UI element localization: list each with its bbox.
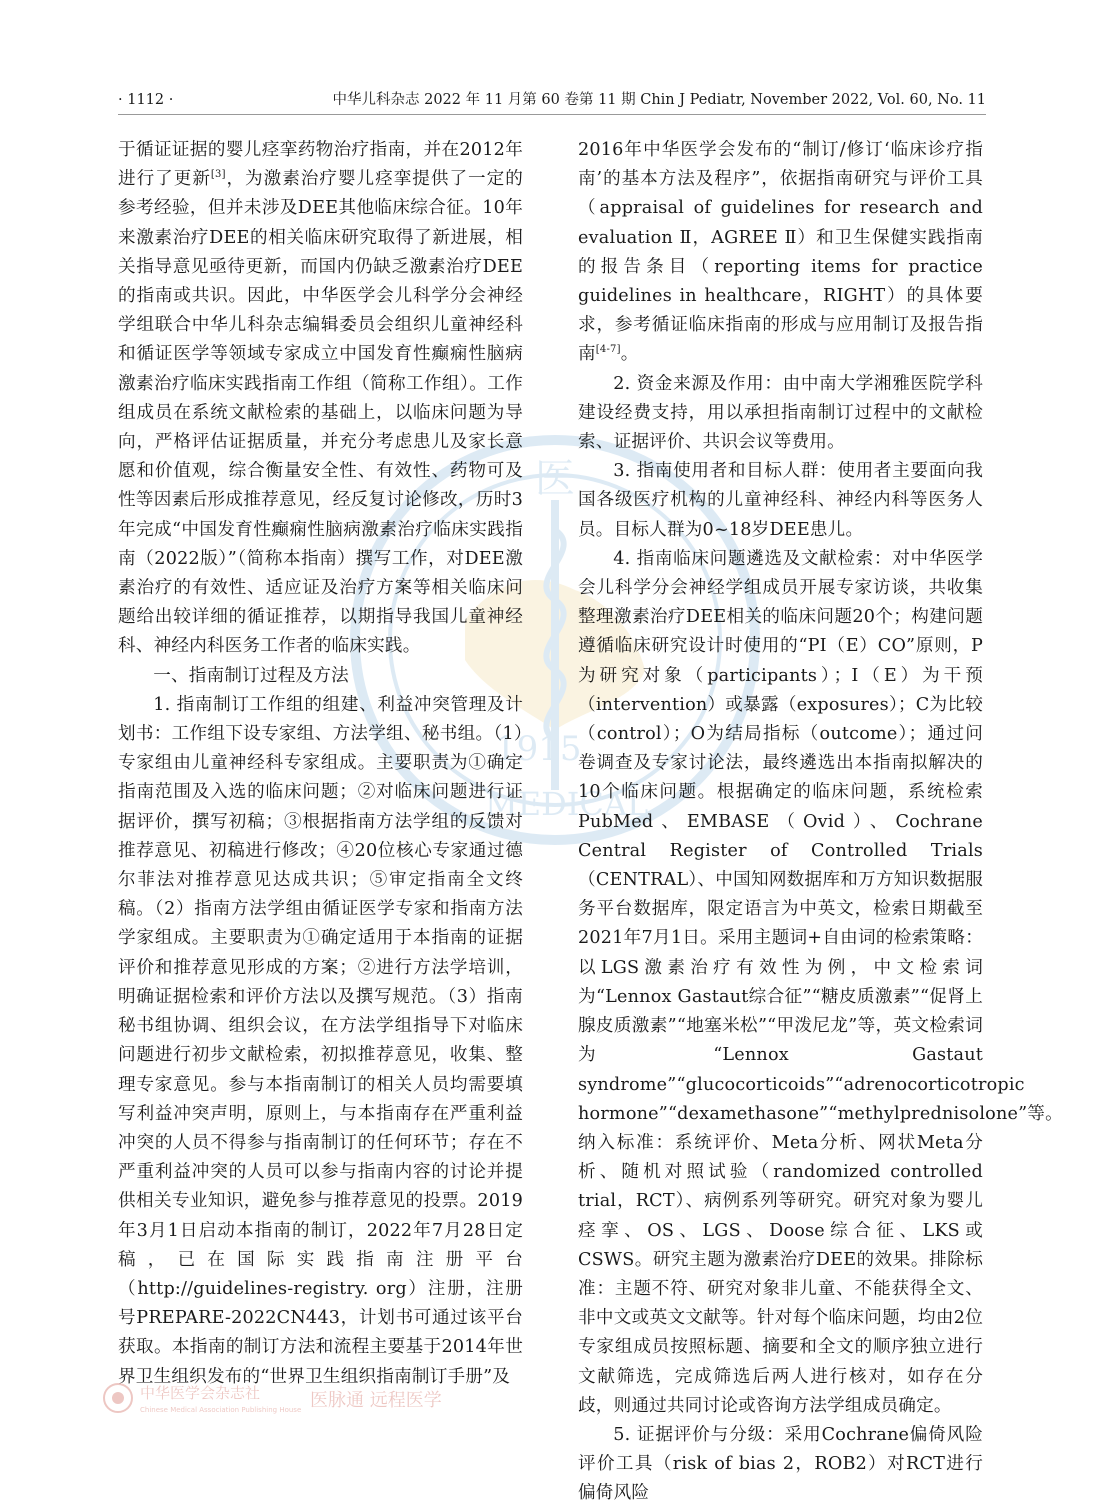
paragraph: 5. 证据评价与分级：采用Cochrane偏倚风险评价工具（risk of bias 2，ROB2）对RCT进行偏倚风险 bbox=[578, 1424, 983, 1504]
citation-ref[interactable]: [3] bbox=[210, 169, 226, 181]
footer-brand: 医脉通 远程医学 bbox=[310, 1390, 442, 1411]
watermark-year: 1915 bbox=[495, 729, 582, 769]
paragraph: 4. 指南临床问题遴选及文献检索：对中华医学会儿科学分会神经学组成员开展专家访谈，共收集整理激素治疗DEE相关的临床问题20个；构建问题遵循临床研究设计时使用的“PI（E）CO”原则，P为研究对象（participants）；I（E）为干预（intervention）或暴露（exposures）；C为比较（control）；O为结局指标（outcome）；通过问卷调查及专家讨论法，最终遴选出本指南拟解决的10个临床问题。根据确定的临床问题，系统检索PubMed、EMBASE（Ovid）、Cochrane Central Register of Controlled Trials（CENTRAL）、中国知网数据库和万方知识数据服务平台数据库，限定语言为中英文，检索日期截至2021年7月1日。采用主题词+自由词的检索策略：以LGS激素治疗有效性为例，中文检索词为“Lennox Gastaut综合征”“糖皮质激素”“促肾上腺皮质激素”“地塞米松”“甲泼尼龙”等，英文检索词为“Lennox Gastaut syndrome”“glucocorticoids”“adrenocorticotropic hormone”“dexamethasone”“methylprednisolone”等。纳入标准：系统评价、Meta分析、网状Meta分析、随机对照试验（randomized controlled trial，RCT）、病例系列等研究。研究对象为婴儿痉挛、OS、LGS、Doose综合征、LKS或CSWS。研究主题为激素治疗DEE的效果。排除标准：主题不符、研究对象非儿童、不能获得全文、非中文或英文文献等。针对每个临床问题，均由2位专家组成员按照标题、摘要和全文的顺序独立进行文献筛选，完成筛选后两人进行核对，如存在分歧，则通过共同讨论或咨询方法学组成员确定。 bbox=[578, 548, 1063, 1416]
paragraph: 于循证证据的婴儿痉挛药物治疗指南，并在2012年进行了更新[3]，为激素治疗婴儿痉挛提供了一定的参考经验，但并未涉及DEE其他临床综合征。10年来激素治疗DEE的相关临床研究取得了新进展，相关指导意见亟待更新，而国内仍缺乏激素治疗DEE的指南或共识。因此，中华医学会儿科学分会神经学组联合中华儿科杂志编辑委员会组织儿童神经科和循证医学等领域专家成立中国发育性癫痫性脑病激素治疗临床实践指南工作组（简称工作组）。工作组成员在系统文献检索的基础上，以临床问题为导向，严格评估证据质量，并充分考虑患儿及家长意愿和价值观，综合衡量安全性、有效性、药物可及性等因素后形成推荐意见，经反复讨论修改，历时3年完成“中国发育性癫痫性脑病激素治疗临床实践指南（2022版）”（简称本指南）撰写工作，对DEE激素治疗的有效性、适应证及治疗方案等相关临床问题给出较详细的循证推荐，以期指导我国儿童神经科、神经内科医务工作者的临床实践。 bbox=[118, 140, 523, 657]
paragraph: 1. 指南制订工作组的组建、利益冲突管理及计划书：工作组下设专家组、方法学组、秘书组。（1）专家组由儿童神经科专家组成。主要职责为①确定指南范围及入选的临床问题；②对临床问题进行证据评价，撰写初稿；③根据指南方法学组的反馈对推荐意见、初稿进行修改；④20位核心专家通过德尔菲法对推荐意见达成共识；⑤审定指南全文终稿。（2）指南方法学组由循证医学专家和指南方法学家组成。主要职责为①确定适用于本指南的证据评价和推荐意见形成的方案；②进行方法学培训，明确证据检索和评价方法以及撰写规范。（3）指南秘书组协调、组织会议，在方法学组指导下对临床问题进行初步文献检索，初拟推荐意见，收集、整理专家意见。参与本指南制订的相关人员均需要填写利益冲突声明，原则上，与本指南存在严重利益冲突的人员不得参与指南制订的任何环节；存在不严重利益冲突的人员可以参与指南内容的讨论并提供相关专业知识，避免参与推荐意见的投票。2019年3月1日启动本指南的制订，2022年7月28日定稿，已在国际实践指南注册平台（http://guidelines-registry. org）注册，注册号PREPARE-2022CN443，计划书可通过该平台获取。本指南的制订方法和流程主要基于2014年世界卫生组织发布的“世界卫生组织指南制订手册”及 bbox=[118, 694, 523, 1387]
paragraph: 2. 资金来源及作用：由中南大学湘雅医院学科建设经费支持，用以承担指南制订过程中的文献检索、证据评价、共识会议等费用。 bbox=[578, 373, 983, 453]
journal-citation: 中华儿科杂志 2022 年 11 月第 60 卷第 11 期 Chin J Pediatr, November 2022, Vol. 60, No. 11 bbox=[332, 92, 986, 108]
watermark-char: 医 bbox=[535, 456, 575, 502]
right-column bbox=[578, 136, 1063, 1509]
page-number: · 1112 · bbox=[118, 92, 174, 108]
paragraph: 3. 指南使用者和目标人群：使用者主要面向我国各级医疗机构的儿童神经科、神经内科等医务人员。目标人群为0~18岁DEE患儿。 bbox=[578, 461, 983, 540]
paragraph: 2016年中华医学会发布的“制订/修订‘临床诊疗指南’的基本方法及程序”，依据指南研究与评价工具（appraisal of guidelines for research and evaluation Ⅱ，AGREE Ⅱ）和卫生保健实践指南的报告条目（reporting items for practice guidelines in healthcare，RIGHT）的具体要求，参考循证临床指南的形成与应用制订及报告指南[4-7]。 bbox=[578, 140, 983, 365]
citation-ref[interactable]: [4-7] bbox=[595, 344, 621, 356]
publisher-cn: 中华医学会杂志社 bbox=[140, 1384, 261, 1402]
header-rule bbox=[118, 114, 986, 115]
left-column bbox=[118, 136, 523, 1392]
running-header bbox=[118, 88, 986, 112]
watermark-text: MEDICAL bbox=[485, 785, 649, 823]
section-heading: 一、指南制订过程及方法 bbox=[153, 665, 349, 686]
publisher-en: Chinese Medical Association Publishing House bbox=[140, 1406, 302, 1414]
